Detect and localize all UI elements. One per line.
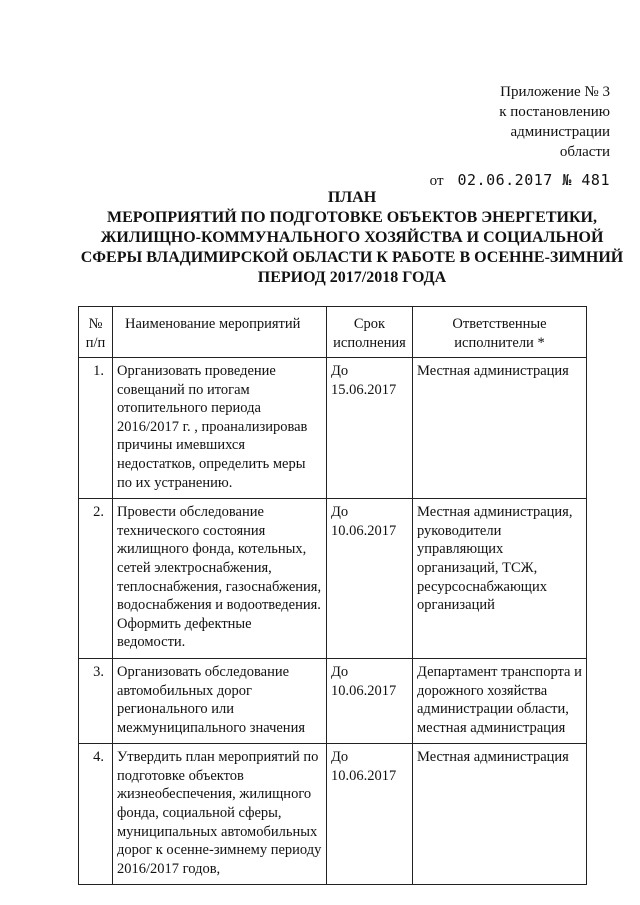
row-deadline	[327, 744, 413, 885]
row-num: 1.	[79, 358, 113, 499]
header-num-line2: п/п	[85, 334, 106, 351]
table-header-row	[79, 307, 587, 358]
table-row	[79, 358, 587, 499]
header-deadline	[327, 307, 413, 358]
row-responsible: Местная администрация	[413, 358, 587, 499]
appendix-block	[430, 82, 610, 191]
row-name: Организовать обследование автомобильных дорог регионального или межмуниципального значения	[113, 658, 327, 743]
header-deadline-line1: Срок	[353, 316, 386, 332]
title-line-2: МЕРОПРИЯТИЙ ПО ПОДГОТОВКЕ ОБЪЕКТОВ ЭНЕРГЕТИКИ,	[106, 209, 597, 226]
deadline-prefix: До	[331, 663, 349, 680]
header-responsible-line1: Ответственные	[452, 316, 547, 332]
measures-table	[78, 306, 587, 885]
deadline-prefix: До	[331, 749, 349, 766]
header-responsible	[413, 307, 587, 358]
deadline-date: 15.06.2017	[331, 381, 397, 398]
row-num: 4.	[79, 744, 113, 885]
row-name: Утвердить план мероприятий по подготовке объектов жизнеобеспечения, жилищного фонда, социальной сферы, муниципальных автомобильных дорог к осенне-зимнему периоду 2016/2017 годов,	[113, 744, 327, 885]
deadline-prefix: До	[331, 504, 349, 521]
header-num	[79, 307, 113, 358]
row-num: 2.	[79, 499, 113, 659]
document-date-number: 02.06.2017 № 481	[457, 171, 610, 189]
title-line-5: ПЕРИОД 2017/2018 ГОДА	[257, 269, 447, 286]
row-name: Организовать проведение совещаний по итогам отопительного периода 2016/2017 г. , проанализировав причины имевшихся недостатков, определить меры по их устранению.	[113, 358, 327, 499]
appendix-line-1: Приложение № 3	[500, 84, 610, 100]
title-line-1: ПЛАН	[327, 189, 377, 206]
row-deadline	[327, 658, 413, 743]
row-responsible: Местная администрация, руководители управляющих организаций, ТСЖ, ресурсоснабжающих организаций	[413, 499, 587, 659]
table-row	[79, 499, 587, 659]
title-line-3: ЖИЛИЩНО-КОММУНАЛЬНОГО ХОЗЯЙСТВА И СОЦИАЛЬНОЙ	[100, 229, 604, 246]
document-title	[80, 188, 624, 288]
header-num-line1: №	[88, 316, 103, 332]
deadline-date: 10.06.2017	[331, 767, 397, 784]
row-deadline	[327, 358, 413, 499]
appendix-line-2: к постановлению	[499, 104, 610, 120]
row-num: 3.	[79, 658, 113, 743]
row-deadline	[327, 499, 413, 659]
title-line-4: СФЕРЫ ВЛАДИМИРСКОЙ ОБЛАСТИ К РАБОТЕ В ОСЕННЕ-ЗИМНИЙ	[80, 249, 624, 266]
appendix-line-4: области	[559, 144, 610, 160]
deadline-date: 10.06.2017	[331, 682, 397, 699]
header-responsible-line2: исполнители *	[454, 334, 545, 351]
appendix-from: от	[429, 173, 444, 189]
header-name-text: Наименование мероприятий	[125, 316, 301, 332]
header-deadline-line2: исполнения	[333, 334, 406, 351]
header-name	[113, 307, 327, 358]
table-row	[79, 744, 587, 885]
row-name: Провести обследование технического состояния жилищного фонда, котельных, сетей электроснабжения, теплоснабжения, газоснабжения, водоснабжения и водоотведения. Оформить дефектные ведомости.	[113, 499, 327, 659]
row-responsible: Департамент транспорта и дорожного хозяйства администрации области, местная администрация	[413, 658, 587, 743]
deadline-date: 10.06.2017	[331, 522, 397, 539]
row-responsible: Местная администрация	[413, 744, 587, 885]
table-row	[79, 658, 587, 743]
deadline-prefix: До	[331, 363, 349, 379]
appendix-line-3: администрации	[510, 124, 610, 140]
